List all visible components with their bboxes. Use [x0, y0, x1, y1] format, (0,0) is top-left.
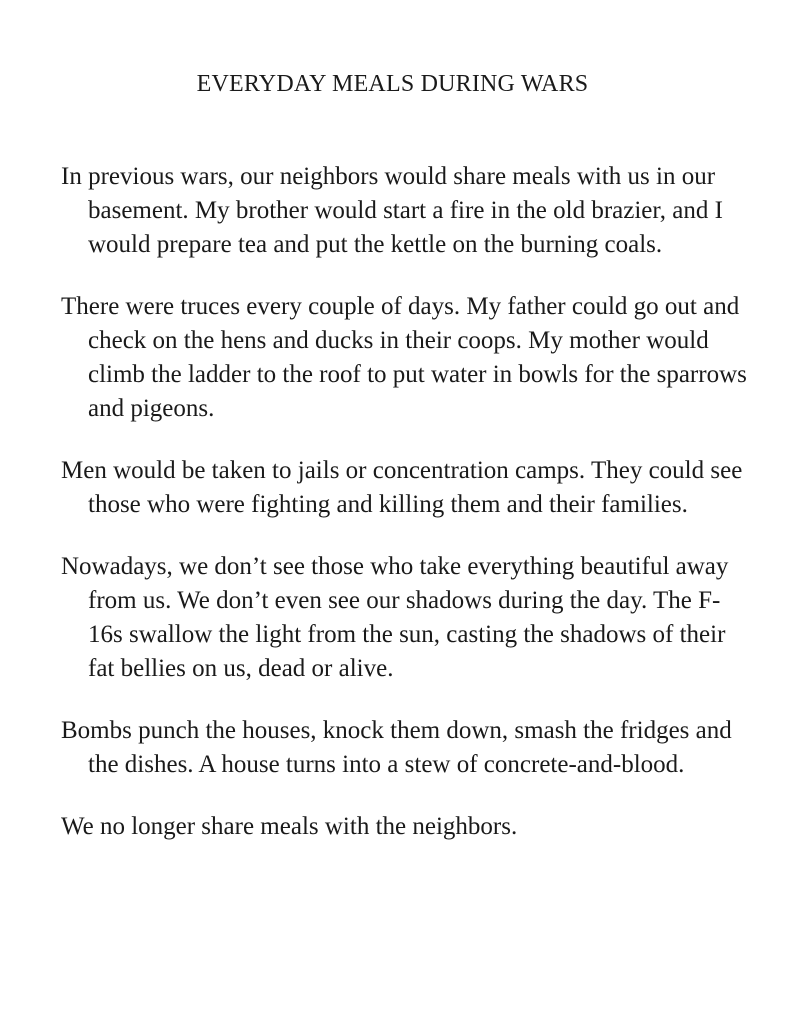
poem-body — [61, 160, 751, 844]
stanza-1: In previous wars, our neighbors would share meals with us in our basement. My brother would start a fire in the old brazier, and I would prepare tea and put the kettle on the burning coals. — [61, 163, 723, 258]
stanza-2: There were truces every couple of days. My father could go out and check on the hens and ducks in their coops. My mother would climb the ladder to the roof to put water in bowls for the sparrows and pigeons. — [61, 293, 747, 422]
stanza-3: Men would be taken to jails or concentration camps. They could see those who were fighting and killing them and their families. — [61, 457, 743, 518]
poem-title: EVERYDAY MEALS DURING WARS — [196, 71, 589, 97]
stanza-5: Bombs punch the houses, knock them down, smash the fridges and the dishes. A house turns into a stew of concrete-and-blood. — [61, 717, 732, 778]
stanza-6: We no longer share meals with the neighbors. — [61, 813, 518, 840]
stanza-4: Nowadays, we don’t see those who take everything beautiful away from us. We don’t even see our shadows during the day. The F-16s swallow the light from the sun, casting the shadows of their fat bellies on us, dead or alive. — [61, 553, 729, 682]
